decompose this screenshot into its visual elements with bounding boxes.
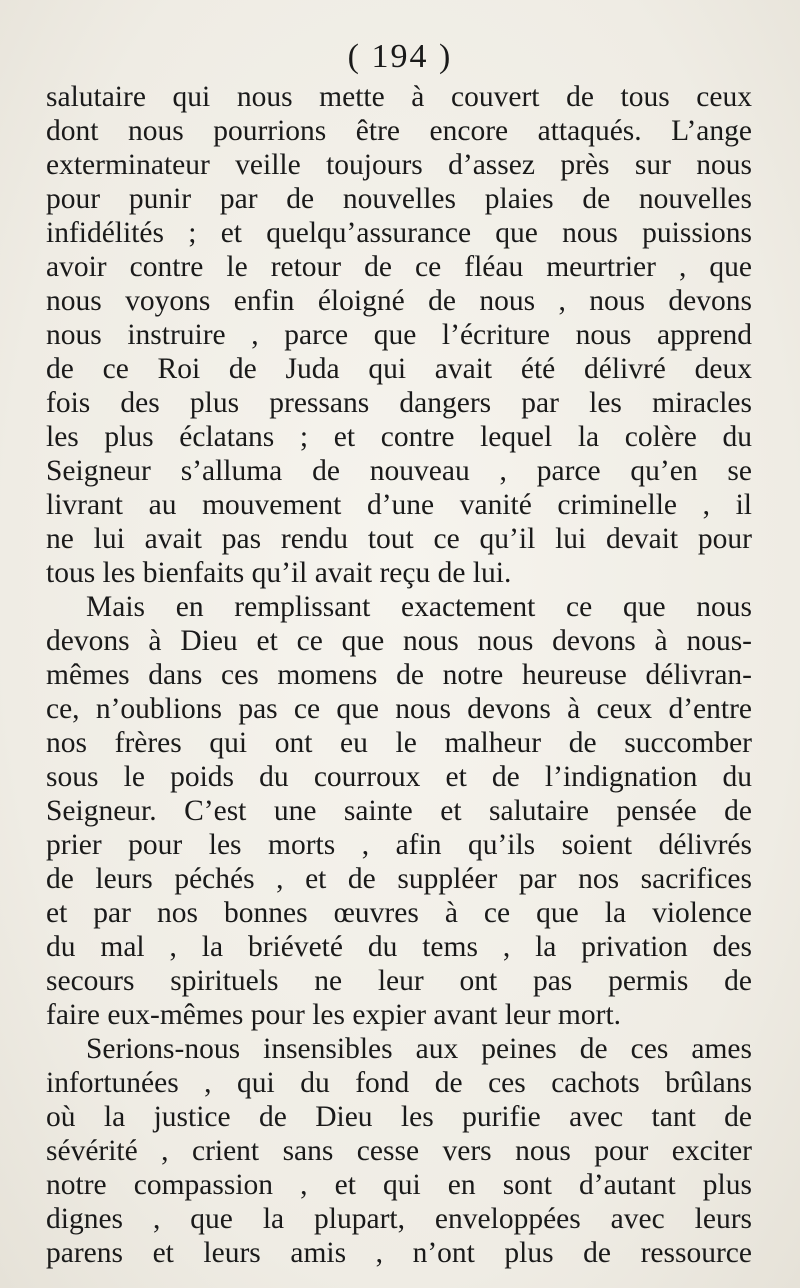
text-line: livrant au mouvement d’une vanité criminelle , il	[46, 489, 752, 521]
text-line: Mais en remplissant exactement ce que nous	[86, 591, 752, 623]
text-line: du mal , la briéveté du tems , la privation des	[46, 931, 752, 963]
text-line: mêmes dans ces momens de notre heureuse délivran-	[46, 659, 752, 691]
text-line: tous les bienfaits qu’il avait reçu de lui.	[46, 557, 512, 589]
text-line: notre compassion , et qui en sont d’autant plus	[46, 1169, 752, 1201]
text-line: exterminateur veille toujours d’assez près sur nous	[46, 149, 752, 181]
text-line: et par nos bonnes œuvres à ce que la violence	[46, 897, 752, 929]
text-line: avoir contre le retour de ce fléau meurtrier , que	[46, 251, 752, 283]
text-line: parens et leurs amis , n’ont plus de ressource	[46, 1237, 752, 1269]
text-line: Seigneur. C’est une sainte et salutaire pensée de	[46, 795, 752, 827]
text-line: où la justice de Dieu les purifie avec tant de	[46, 1101, 752, 1133]
text-line: devons à Dieu et ce que nous nous devons à nous-	[46, 625, 752, 657]
text-line: Serions-nous insensibles aux peines de ces ames	[86, 1033, 752, 1065]
text-line: nous instruire , parce que l’écriture nous apprend	[46, 319, 752, 351]
text-line: les plus éclatans ; et contre lequel la colère du	[46, 421, 752, 453]
text-line: salutaire qui nous mette à couvert de tous ceux	[46, 81, 752, 113]
text-line: sous le poids du courroux et de l’indignation du	[46, 761, 752, 793]
text-line: ce, n’oublions pas ce que nous devons à ceux d’entre	[46, 693, 752, 725]
text-line: infidélités ; et quelqu’assurance que nous puissions	[46, 217, 752, 249]
text-line: faire eux-mêmes pour les expier avant leur mort.	[46, 999, 622, 1031]
text-line: pour punir par de nouvelles plaies de nouvelles	[46, 183, 752, 215]
text-line: de leurs péchés , et de suppléer par nos sacrifices	[46, 863, 752, 895]
text-line: dont nous pourrions être encore attaqués. L’ange	[46, 115, 752, 147]
text-line: nous voyons enfin éloigné de nous , nous devons	[46, 285, 752, 317]
text-line: ne lui avait pas rendu tout ce qu’il lui devait pour	[46, 523, 752, 555]
text-line: secours spirituels ne leur ont pas permis de	[46, 965, 752, 997]
text-line: nos frères qui ont eu le malheur de succomber	[46, 727, 752, 759]
text-line: de ce Roi de Juda qui avait été délivré deux	[46, 353, 752, 385]
text-line: dignes , que la plupart, enveloppées avec leurs	[46, 1203, 752, 1235]
body-text	[46, 80, 752, 1270]
text-line: fois des plus pressans dangers par les miracles	[46, 387, 752, 419]
text-line: Seigneur s’alluma de nouveau , parce qu’en se	[46, 455, 752, 487]
text-line: infortunées , qui du fond de ces cachots brûlans	[46, 1067, 752, 1099]
text-line: prier pour les morts , afin qu’ils soient délivrés	[46, 829, 752, 861]
page-number: ( 194 )	[347, 38, 453, 75]
text-line: sévérité , crient sans cesse vers nous pour exciter	[46, 1135, 752, 1167]
